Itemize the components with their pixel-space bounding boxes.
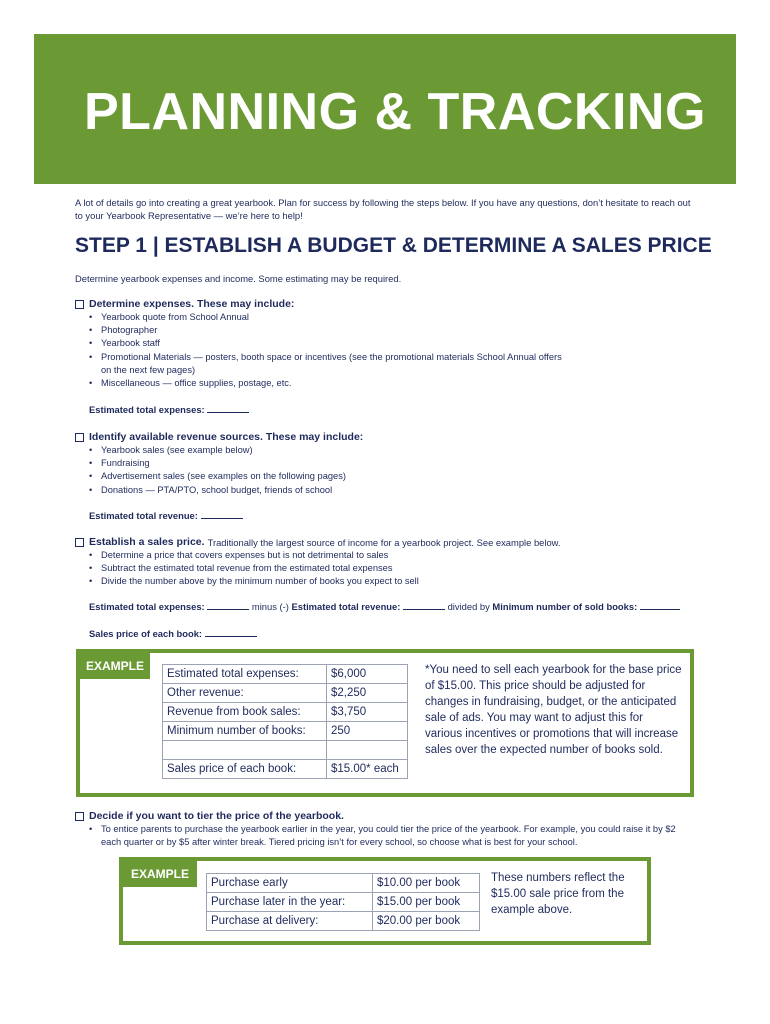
table-cell: Purchase later in the year:	[207, 893, 373, 912]
table-row	[163, 722, 408, 741]
header-banner	[34, 34, 736, 184]
table-cell: $3,750	[327, 703, 408, 722]
estimated-expenses-field[interactable]	[207, 403, 249, 413]
estimated-revenue-line	[89, 509, 243, 521]
list-item: • Yearbook quote from School Annual	[89, 311, 715, 324]
list-item: • To entice parents to purchase the yearbook earlier in the year, you could tier the price of the yearbook. For example, you could raise it by $2 each quarter or by $5 after winter break. Tiered pricing isn’t for every school, so choose what is best for your school.	[89, 823, 695, 849]
example-table-2	[206, 873, 480, 931]
sales-price-note: Traditionally the largest source of income for a yearbook project. See example below.	[207, 536, 561, 548]
table-row	[163, 760, 408, 779]
tier-checkbox[interactable]	[75, 812, 84, 821]
step1-subtitle: Determine yearbook expenses and income. Some estimating may be required.	[75, 273, 402, 284]
table-cell: $15.00* each	[327, 760, 408, 779]
list-item: • Determine a price that covers expenses but is not detrimental to sales	[89, 549, 715, 562]
table-cell: $6,000	[327, 665, 408, 684]
intro-paragraph: A lot of details go into creating a great yearbook. Plan for success by following the steps below. If you have any questions, don’t hesitate to reach out to your Yearbook Representative — we’re here to help!	[75, 197, 691, 221]
table-cell: Purchase at delivery:	[207, 912, 373, 931]
table-cell: $15.00 per book	[373, 893, 480, 912]
estimated-revenue-field[interactable]	[201, 509, 243, 519]
table-cell: Estimated total expenses:	[163, 665, 327, 684]
list-item: • Yearbook staff	[89, 337, 715, 350]
table-cell: $10.00 per book	[373, 874, 480, 893]
list-item: • Yearbook sales (see example below)	[89, 444, 715, 457]
tier-heading: Decide if you want to tier the price of the yearbook.	[89, 810, 344, 822]
table-row	[163, 703, 408, 722]
list-item: • Miscellaneous — office supplies, postage, etc.	[89, 377, 715, 390]
page-title: PLANNING & TRACKING	[84, 83, 706, 141]
formula-revenue-field[interactable]	[403, 600, 445, 610]
revenue-section	[75, 431, 715, 497]
table-row	[207, 912, 480, 931]
table-row	[163, 684, 408, 703]
list-item: • Donations — PTA/PTO, school budget, friends of school	[89, 484, 715, 497]
estimated-revenue-label: Estimated total revenue:	[89, 510, 198, 521]
estimated-expenses-line	[89, 403, 249, 415]
expenses-section	[75, 298, 715, 390]
revenue-checkbox[interactable]	[75, 433, 84, 442]
list-item	[89, 351, 715, 377]
table-cell: 250	[327, 722, 408, 741]
table-row	[163, 741, 408, 760]
example-table-1	[162, 664, 408, 779]
list-item: • Advertisement sales (see examples on the following pages)	[89, 470, 715, 483]
example-note-1: *You need to sell each yearbook for the base price of $15.00. This price should be adjusted for changes in fundraising, budget, or the anticipated sale of ads. You may want to adjust this for various incentives or promotions that will increase sales over the expected number of books sold.	[425, 664, 682, 756]
tier-section	[75, 810, 695, 849]
example-box-1	[76, 649, 694, 797]
list-item: • Divide the number above by the minimum number of books you expect to sell	[89, 575, 715, 588]
step1-title: STEP 1 | ESTABLISH A BUDGET & DETERMINE A SALES PRICE	[75, 234, 712, 257]
list-item-text: Promotional Materials — posters, booth space or incentives (see the promotional materials School Annual offers	[101, 351, 562, 362]
example-box-2	[119, 857, 651, 945]
table-cell: Revenue from book sales:	[163, 703, 327, 722]
formula-expenses-label: Estimated total expenses:	[89, 601, 205, 612]
sales-price-each-field[interactable]	[205, 627, 257, 637]
table-cell	[327, 741, 408, 760]
sales-price-heading: Establish a sales price.	[89, 536, 205, 548]
list-item: • Photographer	[89, 324, 715, 337]
sales-price-checkbox[interactable]	[75, 538, 84, 547]
estimated-expenses-label: Estimated total expenses:	[89, 404, 205, 415]
formula-minus-text: minus (-)	[251, 601, 289, 612]
table-row	[207, 874, 480, 893]
table-cell: Purchase early	[207, 874, 373, 893]
table-cell: Sales price of each book:	[163, 760, 327, 779]
table-cell	[163, 741, 327, 760]
expenses-heading: Determine expenses. These may include:	[89, 298, 295, 310]
example-tag: EXAMPLE	[80, 653, 150, 679]
revenue-heading: Identify available revenue sources. These may include:	[89, 431, 364, 443]
table-cell: Minimum number of books:	[163, 722, 327, 741]
formula-min-books-field[interactable]	[640, 600, 680, 610]
example-note-2: These numbers reflect the $15.00 sale price from the example above.	[491, 872, 625, 916]
formula-divided-text: divided by	[447, 601, 490, 612]
table-row	[207, 893, 480, 912]
sales-formula-line	[89, 600, 680, 612]
example-tag: EXAMPLE	[123, 861, 197, 887]
sales-price-section	[75, 536, 715, 589]
list-item: • Fundraising	[89, 457, 715, 470]
list-item: • Subtract the estimated total revenue from the estimated total expenses	[89, 562, 715, 575]
sales-price-each-line	[89, 627, 257, 639]
table-cell: $2,250	[327, 684, 408, 703]
table-cell: Other revenue:	[163, 684, 327, 703]
formula-revenue-label: Estimated total revenue:	[291, 601, 401, 612]
expenses-checkbox[interactable]	[75, 300, 84, 309]
list-item-text: on the next few pages)	[101, 364, 196, 375]
sales-price-each-label: Sales price of each book:	[89, 628, 203, 639]
formula-expenses-field[interactable]	[207, 600, 249, 610]
table-row	[163, 665, 408, 684]
table-cell: $20.00 per book	[373, 912, 480, 931]
formula-min-books-label: Minimum number of sold books:	[492, 601, 638, 612]
